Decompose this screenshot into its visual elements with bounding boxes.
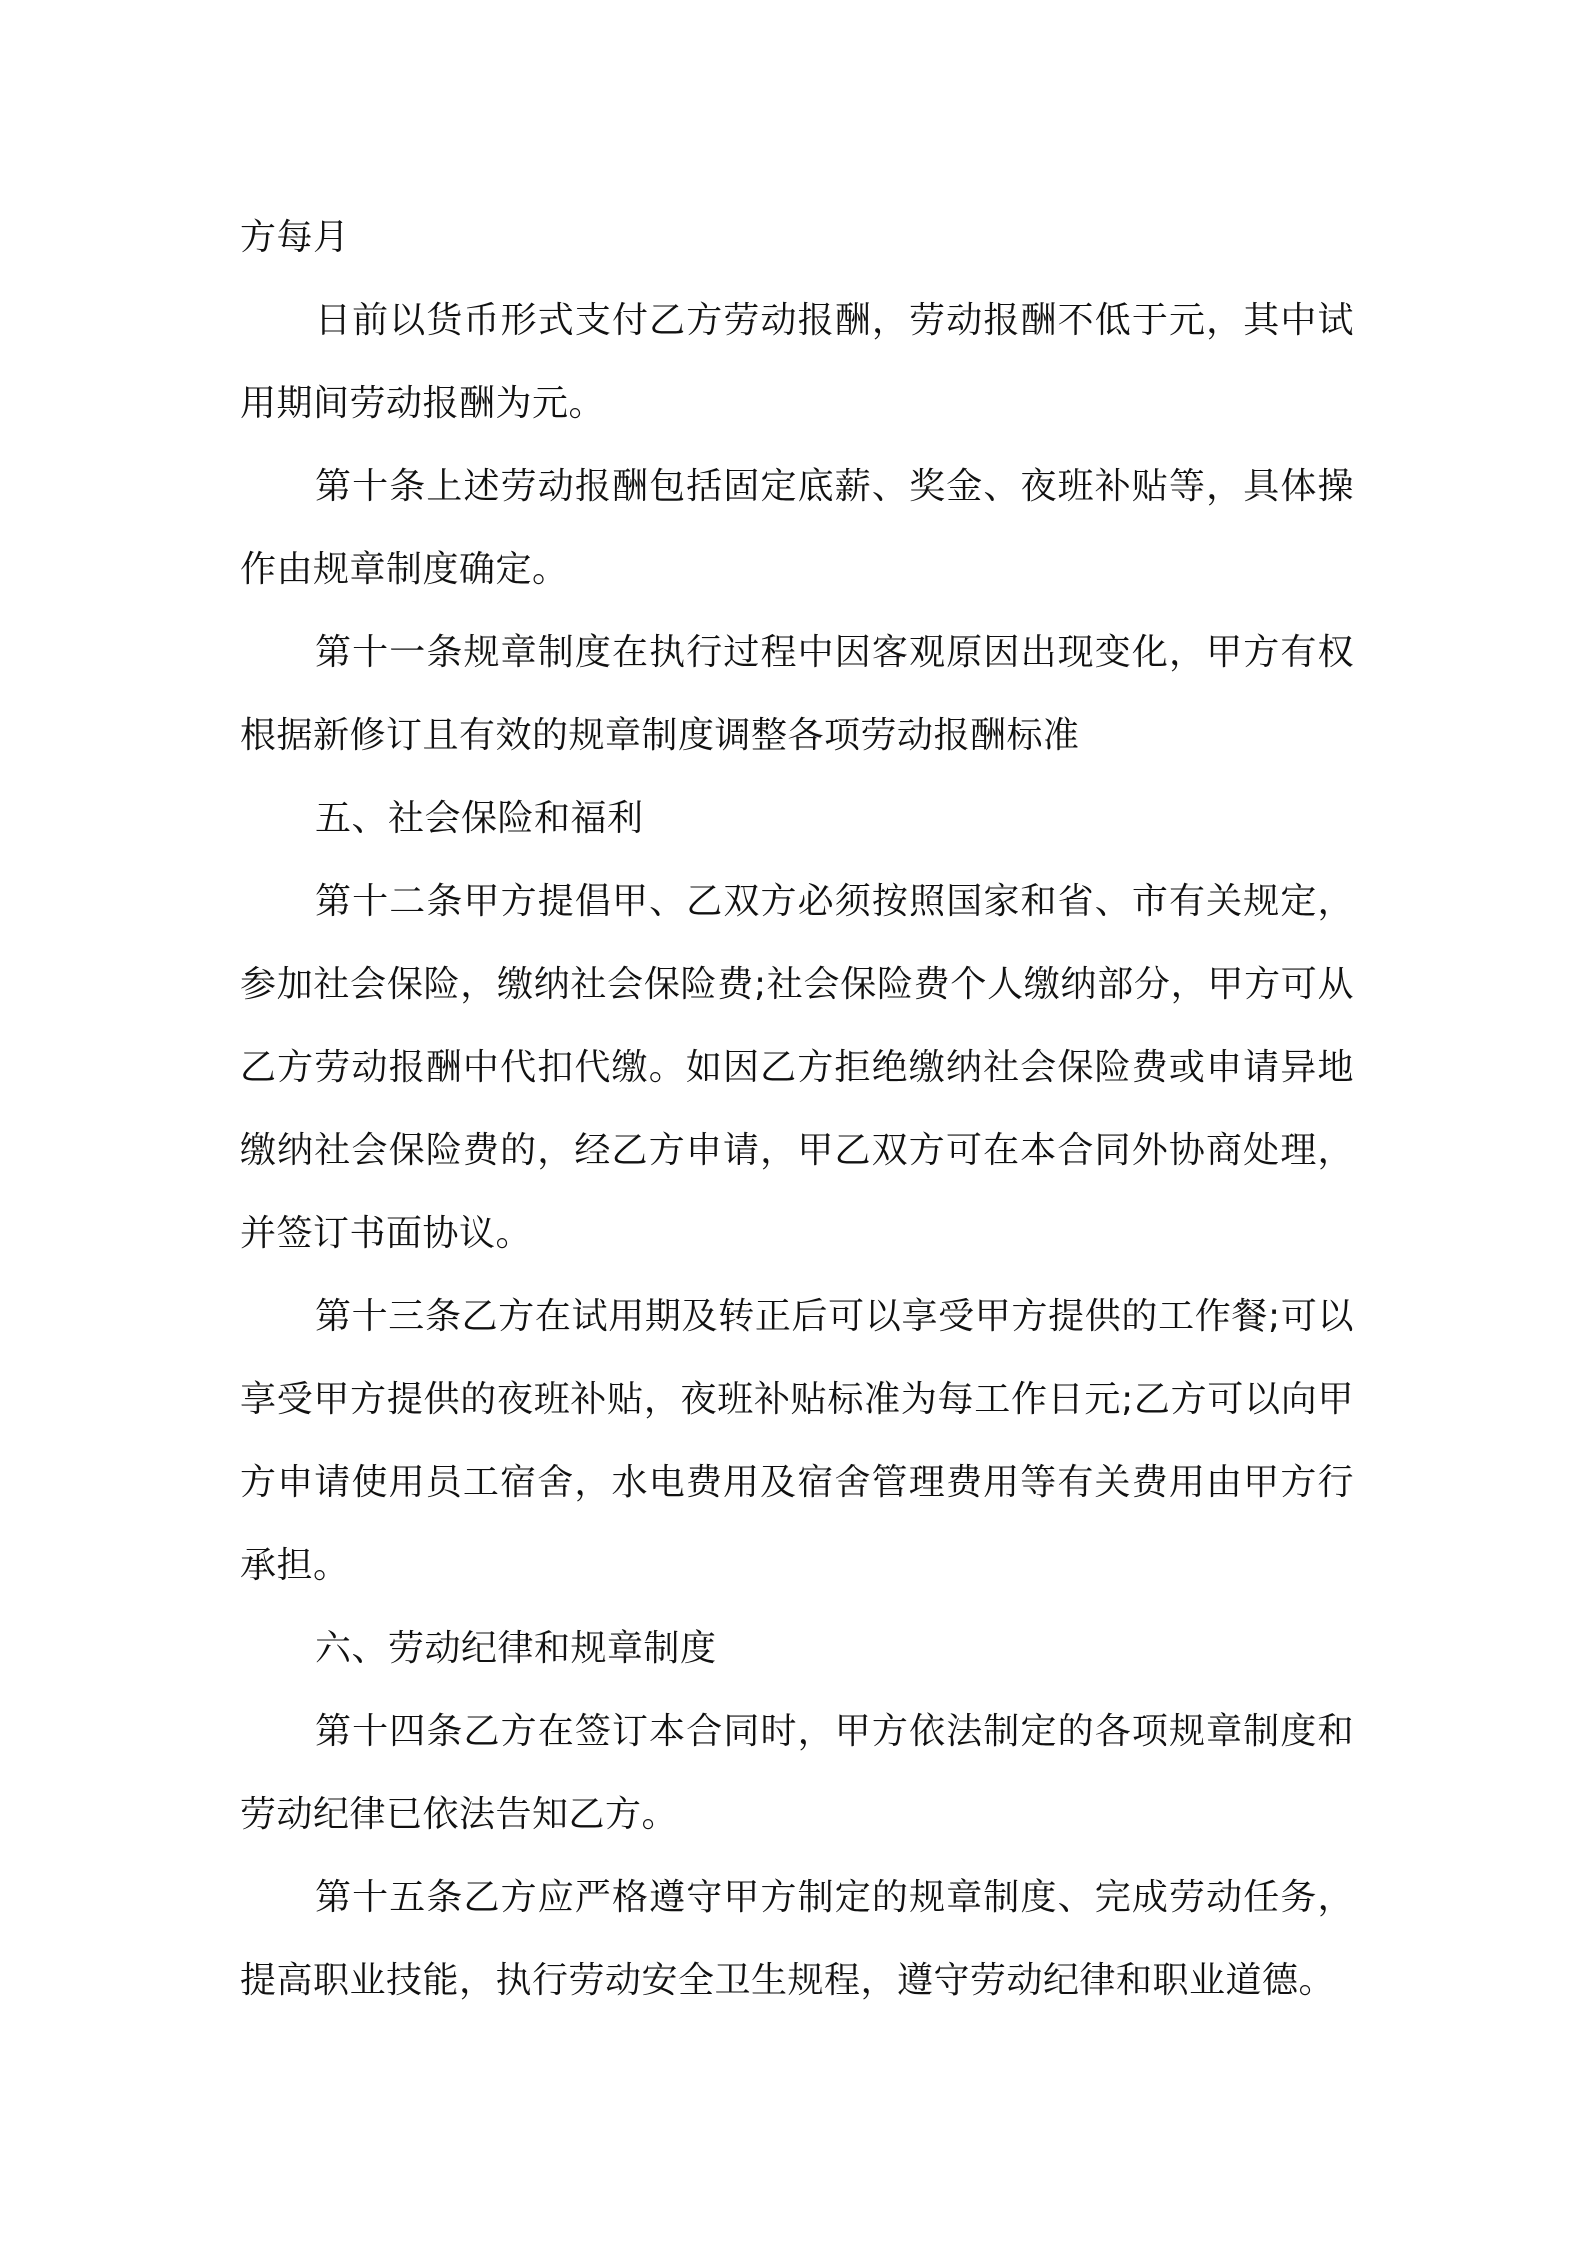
section-heading-social-insurance: 五、社会保险和福利 — [315, 798, 644, 839]
document-body — [240, 196, 1354, 2022]
paragraph-article-13: 第十三条乙方在试用期及转正后可以享受甲方提供的工作餐;可以享受甲方提供的夜班补贴，夜班补贴标准为每工作日元;乙方可以向甲方申请使用员工宿舍，水电费用及宿舍管理费用等有关费用由甲方行承担。 — [240, 1296, 1354, 1586]
paragraph-article-14: 第十四条乙方在签订本合同时，甲方依法制定的各项规章制度和劳动纪律已依法告知乙方。 — [240, 1711, 1354, 1835]
paragraph-article-15: 第十五条乙方应严格遵守甲方制定的规章制度、完成劳动任务，提高职业技能，执行劳动安全卫生规程，遵守劳动纪律和职业道德。 — [240, 1877, 1354, 2001]
paragraph-payment: 日前以货币形式支付乙方劳动报酬，劳动报酬不低于元，其中试用期间劳动报酬为元。 — [240, 300, 1354, 424]
paragraph-article-11: 第十一条规章制度在执行过程中因客观原因出现变化，甲方有权根据新修订且有效的规章制度调整各项劳动报酬标准 — [240, 632, 1354, 756]
paragraph-article-10: 第十条上述劳动报酬包括固定底薪、奖金、夜班补贴等，具体操作由规章制度确定。 — [240, 466, 1354, 590]
section-heading-labor-discipline: 六、劳动纪律和规章制度 — [315, 1628, 717, 1669]
paragraph-article-12: 第十二条甲方提倡甲、乙双方必须按照国家和省、市有关规定，参加社会保险，缴纳社会保险费;社会保险费个人缴纳部分，甲方可从乙方劳动报酬中代扣代缴。如因乙方拒绝缴纳社会保险费或申请异地缴纳社会保险费的，经乙方申请，甲乙双方可在本合同外协商处理，并签订书面协议。 — [240, 881, 1354, 1254]
paragraph-continuation: 方每月 — [240, 217, 350, 258]
